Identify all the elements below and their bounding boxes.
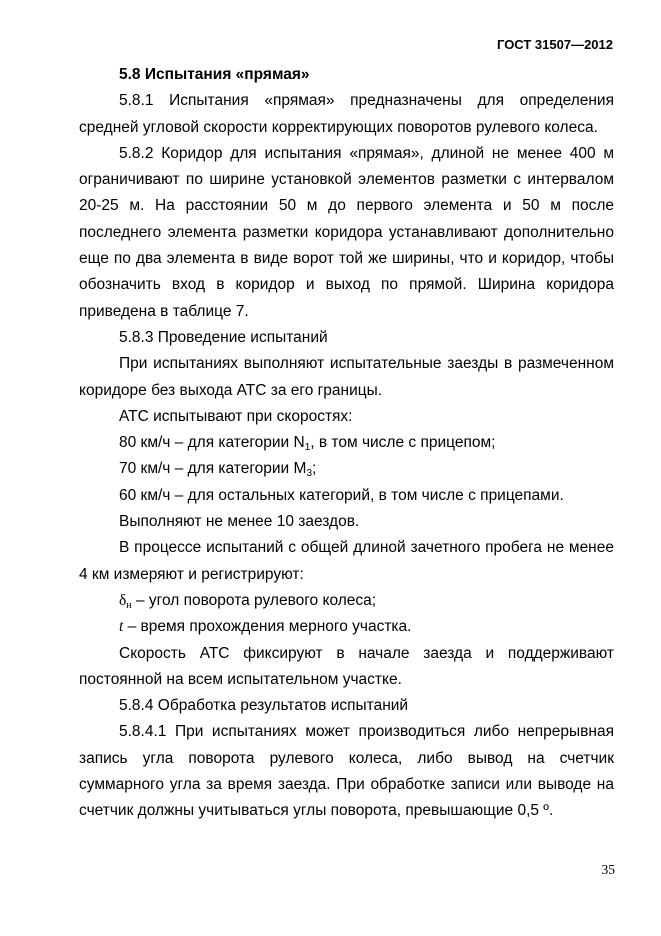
- text-line: 20-25 м. На расстоянии 50 м до первого элемента и 50 м после: [79, 197, 614, 215]
- text-line: средней угловой скорости корректирующих поворотов рулевого колеса.: [79, 118, 598, 136]
- page-number: 35: [601, 862, 615, 877]
- runs-count: Выполняют не менее 10 заездов.: [119, 513, 360, 531]
- speed-item-3: 60 км/ч – для остальных категорий, в том числе с прицепами.: [119, 486, 564, 504]
- text-line: постоянной на всем испытательном участке.: [79, 670, 402, 688]
- subsection-heading: 5.8.3 Проведение испытаний: [119, 328, 328, 346]
- text-line: счетчик должны учитываться углы поворота, превышающие 0,5 º.: [79, 802, 554, 820]
- standard-header: ГОСТ 31507—2012: [497, 37, 613, 52]
- text-line: приведена в таблице 7.: [79, 302, 249, 320]
- text-line: запись угла поворота рулевого колеса, либо вывод на счетчик: [79, 749, 614, 767]
- text-line: обозначить вход в коридор и выход по прямой. Ширина коридора: [79, 276, 614, 294]
- text-line: коридоре без выхода АТС за его границы.: [79, 381, 383, 399]
- section-title: 5.8 Испытания «прямая»: [119, 66, 310, 83]
- text-line: 5.8.1 Испытания «прямая» предназначены для определения: [119, 92, 614, 110]
- text-line: В процессе испытаний с общей длиной зачетного пробега не менее: [119, 539, 614, 557]
- speeds-intro: АТС испытывают при скоростях:: [119, 407, 353, 425]
- speed-item-1: 80 км/ч – для категории $N_1$, в том числе с прицепом;: [119, 434, 496, 454]
- text-line: 5.8.4.1 При испытаниях может производиться либо непрерывная: [119, 723, 614, 741]
- text-line: еще по два элемента в виде ворот той же ширины, что и коридор, чтобы: [79, 250, 614, 268]
- text-line: 4 км измеряют и регистрируют:: [79, 565, 304, 583]
- text-line: ограничивают по ширине установкой элементов разметки с интервалом: [79, 171, 614, 189]
- speed-item-2: 70 км/ч – для категории $M_3$;: [119, 460, 317, 480]
- definition-steering-angle: $\delta_н$ – угол поворота рулевого колеса;: [119, 591, 377, 611]
- text-line: суммарного угла за время заезда. При обработке записи или выводе на: [79, 776, 614, 794]
- text-line: Скорость АТС фиксируют в начале заезда и поддерживают: [119, 644, 614, 662]
- text-line: 5.8.2 Коридор для испытания «прямая», длиной не менее 400 м: [119, 144, 614, 162]
- subsection-heading: 5.8.4 Обработка результатов испытаний: [119, 697, 409, 715]
- text-line: При испытаниях выполняют испытательные заезды в размеченном: [119, 355, 614, 373]
- text-line: последнего элемента разметки коридора устанавливают дополнительно: [79, 223, 614, 241]
- page-content: [79, 62, 614, 825]
- definition-time: t – время прохождения мерного участка.: [119, 618, 412, 636]
